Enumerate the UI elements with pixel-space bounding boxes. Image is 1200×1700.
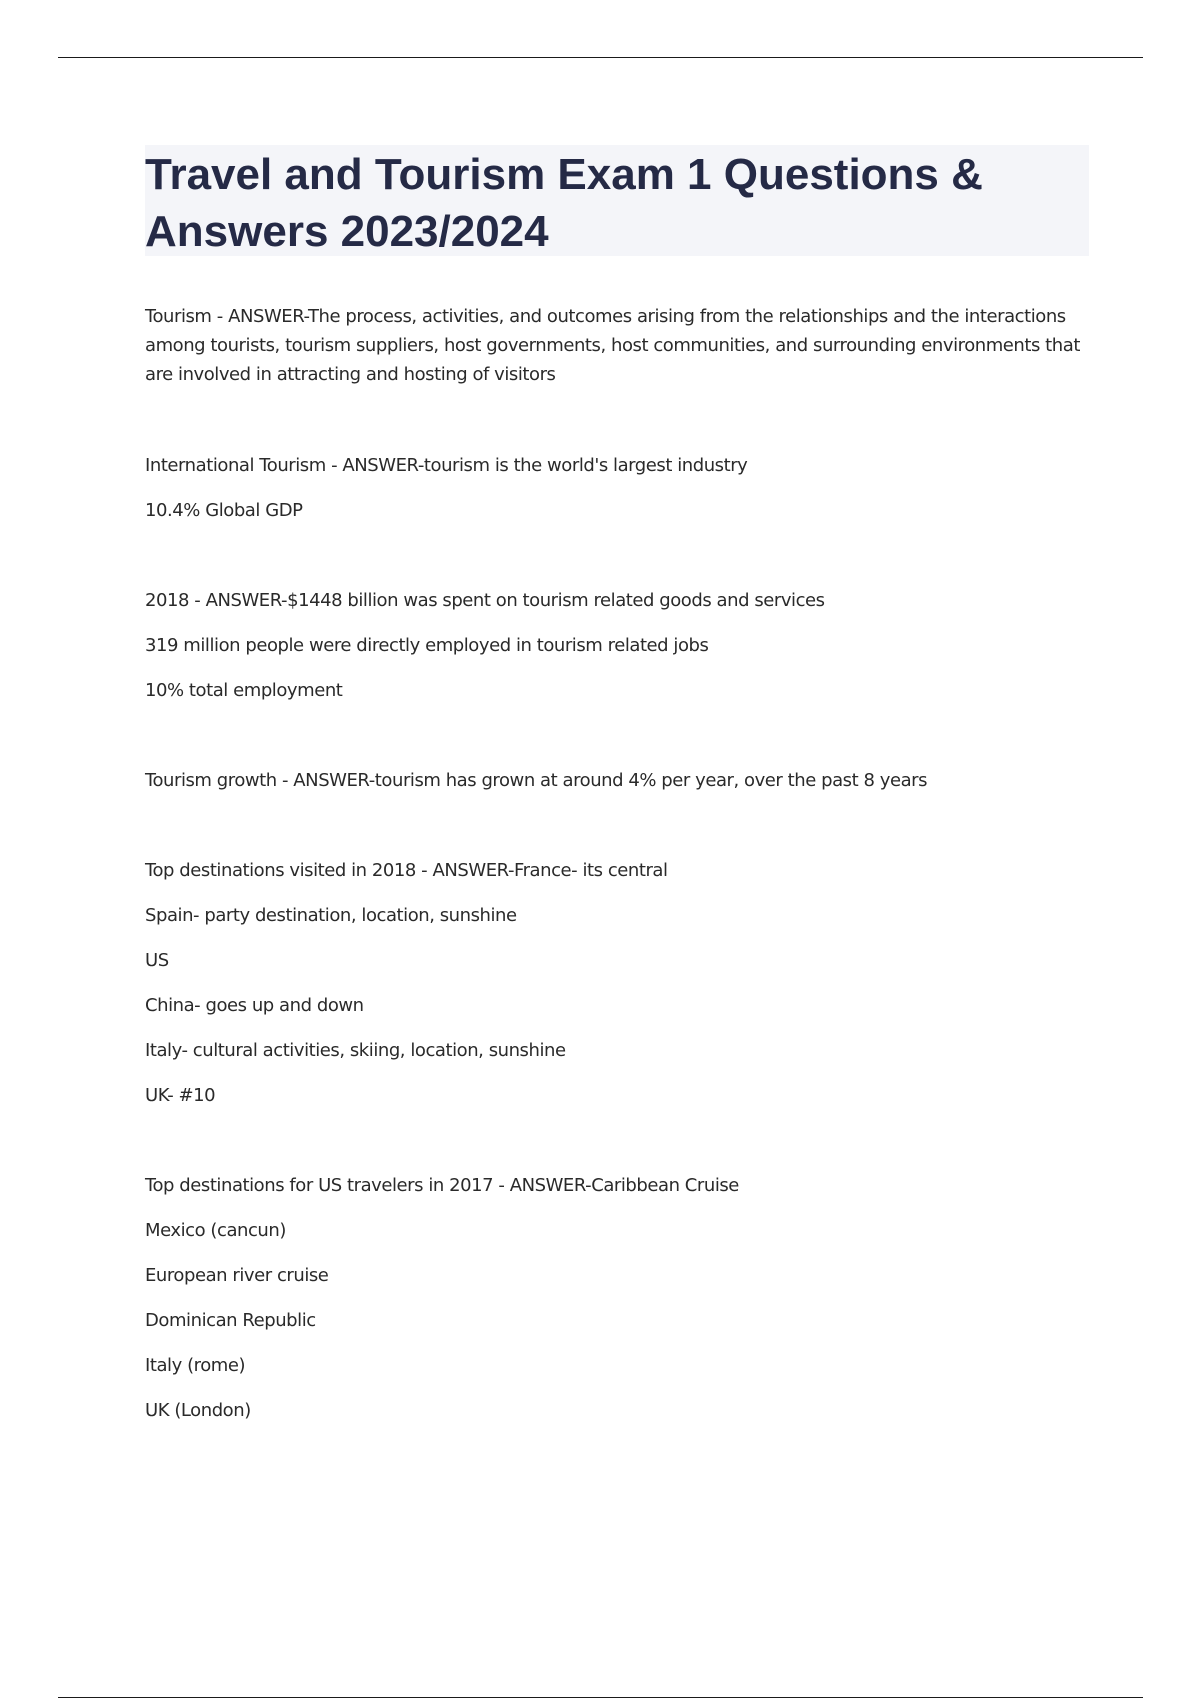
title-block [145, 145, 1089, 256]
entry-line: Tourism growth - ANSWER-tourism has grown at around 4% per year, over the past 8 years [145, 770, 928, 791]
entry-line: UK- #10 [145, 1085, 216, 1106]
entry-line: Mexico (cancun) [145, 1220, 286, 1241]
document-title: Travel and Tourism Exam 1 Questions & Answers 2023/2024 [145, 150, 983, 256]
entry-line: China- goes up and down [145, 995, 364, 1016]
entry-line: Dominican Republic [145, 1310, 316, 1331]
header-rule [58, 57, 1143, 58]
entry-line: US [145, 950, 169, 971]
entry-line: 10% total employment [145, 680, 343, 701]
entry-line: UK (London) [145, 1400, 251, 1421]
entry-line: International Tourism - ANSWER-tourism is the world's largest industry [145, 455, 748, 476]
entry-top-destinations-2018 [145, 856, 1080, 1126]
entry-line: 2018 - ANSWER-$1448 billion was spent on tourism related goods and services [145, 590, 825, 611]
document-body [145, 302, 1080, 1441]
entry-line: Italy (rome) [145, 1355, 246, 1376]
entry-line: 319 million people were directly employed in tourism related jobs [145, 635, 709, 656]
entry-international-tourism [145, 451, 1080, 541]
entry-line: Spain- party destination, location, sunshine [145, 905, 517, 926]
entry-tourism: Tourism - ANSWER-The process, activities, and outcomes arising from the relationships and the interactions among tourists, tourism suppliers, host governments, host communities, and surrounding environments that are involved in attracting and hosting of visitors [145, 306, 1080, 385]
entry-top-destinations-us-2017 [145, 1171, 1080, 1441]
entry-tourism-growth [145, 766, 1080, 811]
entry-line: Top destinations visited in 2018 - ANSWER-France- its central [145, 860, 668, 881]
entry-line: European river cruise [145, 1265, 329, 1286]
entry-line: Top destinations for US travelers in 2017 - ANSWER-Caribbean Cruise [145, 1175, 739, 1196]
footer-rule [58, 1697, 1143, 1698]
entry-line: 10.4% Global GDP [145, 500, 303, 521]
entry-2018 [145, 586, 1080, 721]
entry-line: Italy- cultural activities, skiing, location, sunshine [145, 1040, 566, 1061]
